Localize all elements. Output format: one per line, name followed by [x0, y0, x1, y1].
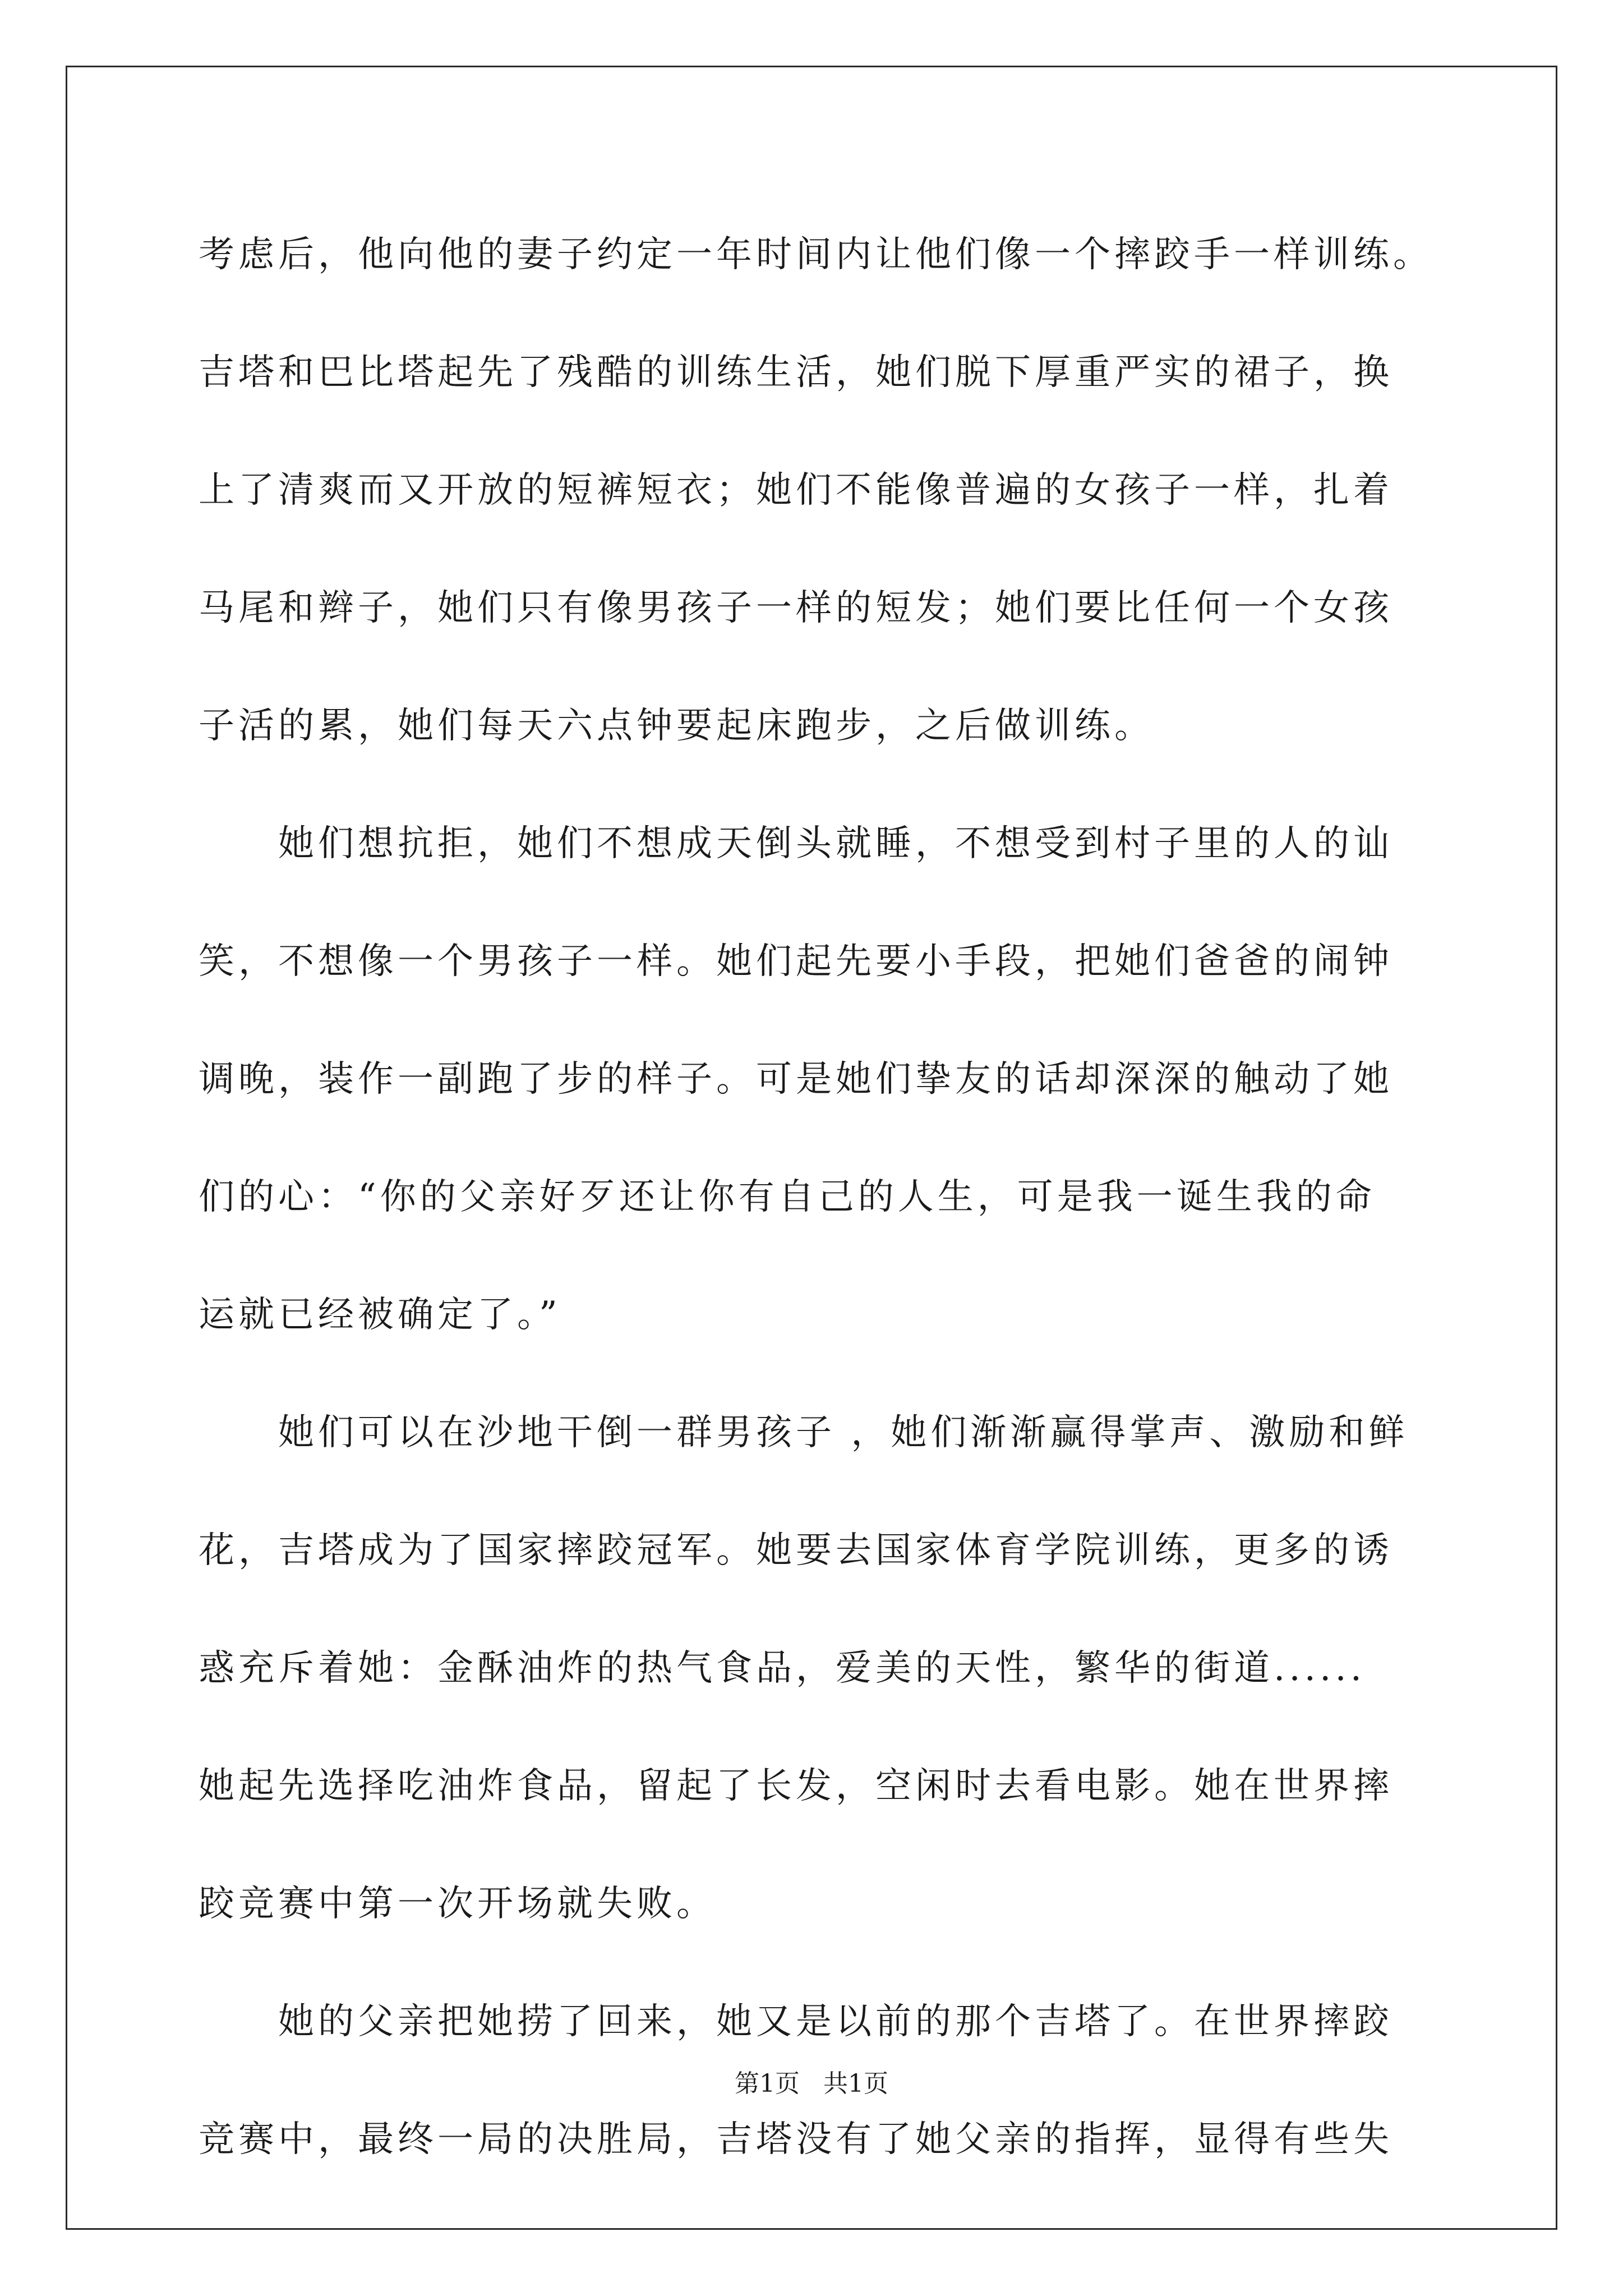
- text-line: 惑充斥着她：金酥油炸的热气食品，爱美的天性，繁华的街道......: [199, 1648, 1366, 1689]
- text-line: 竞赛中，最终一局的决胜局，吉塔没有了她父亲的指挥，显得有些失: [199, 2119, 1393, 2160]
- text-line: 她们可以在沙地干倒一群男孩子 ，她们渐渐赢得掌声、激励和鲜: [199, 1412, 1409, 1453]
- text-line: 调晚，装作一副跑了步的样子。可是她们挚友的话却深深的触动了她: [199, 1059, 1393, 1100]
- text-line: 吉塔和巴比塔起先了残酷的训练生活，她们脱下厚重严实的裙子，换: [199, 352, 1393, 393]
- text-line: 她的父亲把她捞了回来，她又是以前的那个吉塔了。在世界摔跤: [199, 2001, 1393, 2042]
- text-line: 子活的累，她们每天六点钟要起床跑步，之后做训练。: [199, 705, 1154, 747]
- text-line: 她们想抗拒，她们不想成天倒头就睡，不想受到村子里的人的讪: [199, 823, 1393, 864]
- text-line: 考虑后，他向他的妻子约定一年时间内让他们像一个摔跤手一样训练。: [199, 234, 1433, 275]
- text-line: 运就已经被确定了。”: [199, 1294, 561, 1336]
- text-line: 马尾和辫子，她们只有像男孩子一样的短发；她们要比任何一个女孩: [199, 587, 1393, 629]
- text-line: 上了清爽而又开放的短裤短衣；她们不能像普遍的女孩子一样，扎着: [199, 470, 1393, 511]
- text-line: 笑，不想像一个男孩子一样。她们起先要小手段，把她们爸爸的闹钟: [199, 941, 1393, 982]
- text-line: 花，吉塔成为了国家摔跤冠军。她要去国家体育学院训练，更多的诱: [199, 1530, 1393, 1571]
- page-footer: 第1页 共1页: [735, 2069, 888, 2098]
- text-line: 她起先选择吃油炸食品，留起了长发，空闲时去看电影。她在世界摔: [199, 1765, 1393, 1807]
- text-line: 跤竞赛中第一次开场就失败。: [199, 1883, 716, 1925]
- document-body: [199, 215, 1433, 2218]
- text-line: 们的心：“你的父亲好歹还让你有自己的人生，可是我一诞生我的命: [199, 1176, 1376, 1218]
